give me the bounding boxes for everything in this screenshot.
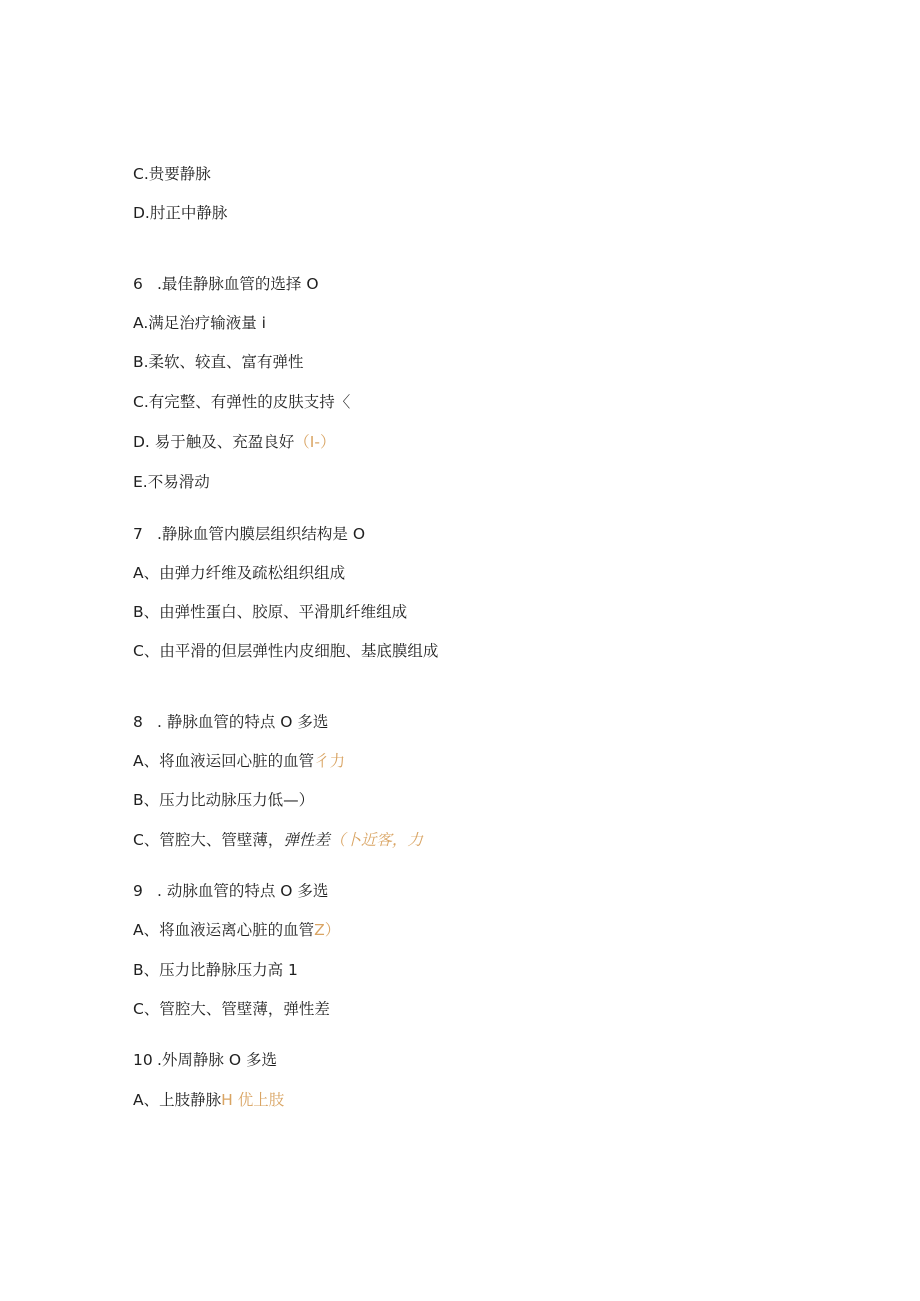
question-6-option-a — [133, 313, 266, 333]
handwritten-annotation: （I-） — [294, 433, 336, 451]
question-8-option-c — [133, 830, 423, 850]
question-9-option-a — [133, 920, 340, 940]
option-text: D. 易于触及、充盈良好 — [133, 433, 295, 451]
question-text: . 动脉血管的特点 O 多选 — [157, 882, 329, 900]
question-text: .最佳静脉血管的选择 O — [157, 275, 319, 293]
question-9 — [133, 881, 328, 901]
option-d-median-cubital-vein — [133, 203, 227, 223]
question-7-option-a — [133, 563, 345, 583]
handwritten-annotation: 彳力 — [314, 752, 346, 770]
option-text: E.不易滑动 — [133, 473, 210, 491]
option-text-italic: 弹性差 — [283, 831, 330, 849]
option-text: B.柔软、较直、富有弹性 — [133, 353, 304, 371]
question-8-option-b — [133, 790, 314, 810]
option-text: C、管腔大、管壁薄，弹性差 — [133, 1000, 330, 1018]
question-number: 10 — [133, 1051, 153, 1069]
handwritten-annotation: H 优上肢 — [221, 1091, 285, 1109]
option-text: C、由平滑的但层弹性内皮细胞、基底膜组成 — [133, 642, 439, 660]
option-text: A、将血液运离心脏的血管 — [133, 921, 315, 939]
option-text: D.肘正中静脉 — [133, 204, 228, 222]
question-number: 9 — [133, 882, 143, 900]
option-text: A、将血液运回心脏的血管 — [133, 752, 315, 770]
question-6-option-e — [133, 472, 210, 492]
option-text: C.有完整、有弹性的皮肤支持〈 — [133, 393, 351, 411]
question-9-option-c — [133, 999, 330, 1019]
question-number: 7 — [133, 525, 143, 543]
question-number: 8 — [133, 713, 143, 731]
question-7 — [133, 524, 365, 544]
question-text: .静脉血管内膜层组织结构是 O — [157, 525, 366, 543]
option-text: C.贵要静脉 — [133, 165, 211, 183]
option-text: C、管腔大、管壁薄， — [133, 831, 284, 849]
question-8-option-a — [133, 751, 345, 771]
question-10-option-a — [133, 1090, 284, 1110]
question-7-option-c — [133, 641, 438, 661]
option-c-basilic-vein — [133, 164, 211, 184]
option-text: B、压力比静脉压力高 1 — [133, 961, 298, 979]
question-8 — [133, 712, 328, 732]
question-6-option-b — [133, 352, 304, 372]
option-text: B、由弹性蛋白、胶原、平滑肌纤维组成 — [133, 603, 408, 621]
question-text: . 静脉血管的特点 O 多选 — [157, 713, 329, 731]
option-text: A、上肢静脉 — [133, 1091, 222, 1109]
question-7-option-b — [133, 602, 407, 622]
question-10 — [133, 1050, 277, 1070]
handwritten-annotation: Z） — [314, 921, 341, 939]
handwritten-annotation: （卜近客，力 — [329, 831, 423, 849]
question-6-option-c — [133, 392, 350, 412]
question-text: .外周静脉 O 多选 — [157, 1051, 277, 1069]
question-6-option-d — [133, 432, 335, 452]
option-text: B、压力比动脉压力低—） — [133, 791, 315, 809]
question-6 — [133, 274, 319, 294]
question-number: 6 — [133, 275, 143, 293]
question-9-option-b — [133, 960, 298, 980]
option-text: A、由弹力纤维及疏松组织组成 — [133, 564, 346, 582]
option-text: A.满足治疗输液量 i — [133, 314, 266, 332]
